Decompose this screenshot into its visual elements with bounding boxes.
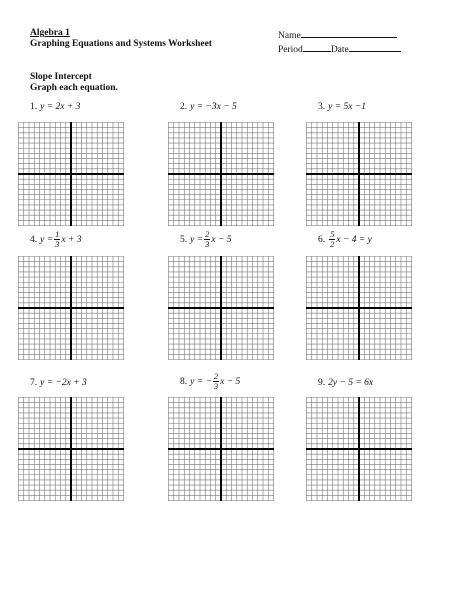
coordinate-grid-1[interactable] xyxy=(18,122,124,226)
date-label: Date xyxy=(330,45,349,55)
problem-3-label xyxy=(318,102,366,112)
coordinate-grid-4[interactable] xyxy=(18,256,124,360)
problem-2-label xyxy=(180,102,237,112)
problem-9-label xyxy=(318,378,373,388)
problem-equation: y = 5x −1 xyxy=(328,102,367,112)
name-label: Name xyxy=(278,31,301,41)
problem-7-label xyxy=(30,378,87,388)
fraction-numerator: 5 xyxy=(330,229,335,239)
period-date-line[interactable] xyxy=(278,42,401,56)
fraction-denominator: 3 xyxy=(55,239,60,249)
fraction-denominator: 3 xyxy=(213,381,219,391)
problem-number: 3. xyxy=(318,102,326,112)
name-line[interactable] xyxy=(278,28,401,42)
problem-equation: y = −2x + 3 xyxy=(40,378,87,388)
section-title: Slope Intercept xyxy=(30,72,92,82)
coordinate-grid-2[interactable] xyxy=(168,122,274,226)
coordinate-grid-8[interactable] xyxy=(168,397,274,501)
equation-fraction xyxy=(204,230,210,249)
equation-prefix: y = − xyxy=(190,376,212,387)
course-title: Algebra 1 xyxy=(30,28,70,38)
equation-prefix: y = xyxy=(190,234,204,245)
problem-5-label xyxy=(180,230,232,249)
equation-suffix: x + 3 xyxy=(61,234,82,245)
equation-prefix: y = xyxy=(40,234,54,245)
problem-number: 2. xyxy=(180,102,188,112)
coordinate-grid-6[interactable] xyxy=(306,256,412,360)
problem-number: 5. xyxy=(180,234,188,245)
equation-fraction xyxy=(329,230,335,249)
section-heading xyxy=(30,72,118,94)
equation-fraction xyxy=(54,230,60,249)
coordinate-grid-7[interactable] xyxy=(18,397,124,501)
equation-suffix: x − 5 xyxy=(211,234,232,245)
equation-suffix: x − 4 = y xyxy=(336,234,372,245)
problem-number: 8. xyxy=(180,376,188,387)
fraction-numerator: 2 xyxy=(213,371,219,381)
fraction-numerator: 2 xyxy=(205,229,210,239)
problem-equation xyxy=(328,230,372,249)
equation-suffix: x − 5 xyxy=(220,376,241,387)
coordinate-grid-3[interactable] xyxy=(306,122,412,226)
coordinate-grid-5[interactable] xyxy=(168,256,274,360)
fraction-denominator: 2 xyxy=(330,239,335,249)
section-instruction: Graph each equation. xyxy=(30,83,118,93)
period-label: Period xyxy=(278,45,303,55)
problem-equation: y = 2x + 3 xyxy=(40,102,81,112)
coordinate-grid-9[interactable] xyxy=(306,397,412,501)
problem-number: 7. xyxy=(30,378,38,388)
problem-equation xyxy=(190,372,240,391)
fraction-numerator: 1 xyxy=(55,229,60,239)
worksheet-header xyxy=(30,28,212,50)
problem-equation xyxy=(40,230,81,249)
equation-fraction xyxy=(213,372,219,391)
problem-number: 9. xyxy=(318,378,326,388)
problem-8-label xyxy=(180,372,240,391)
problem-equation: 2y − 5 = 6x xyxy=(328,378,374,388)
student-info xyxy=(278,28,401,56)
problem-number: 4. xyxy=(30,234,38,245)
problem-number: 6. xyxy=(318,234,326,245)
problem-equation: y = −3x − 5 xyxy=(190,102,237,112)
problem-number: 1. xyxy=(30,102,38,112)
problem-1-label xyxy=(30,102,80,112)
fraction-denominator: 3 xyxy=(205,239,210,249)
problem-equation xyxy=(190,230,231,249)
problem-6-label xyxy=(318,230,372,249)
problem-4-label xyxy=(30,230,82,249)
worksheet-title: Graphing Equations and Systems Worksheet xyxy=(30,39,212,49)
